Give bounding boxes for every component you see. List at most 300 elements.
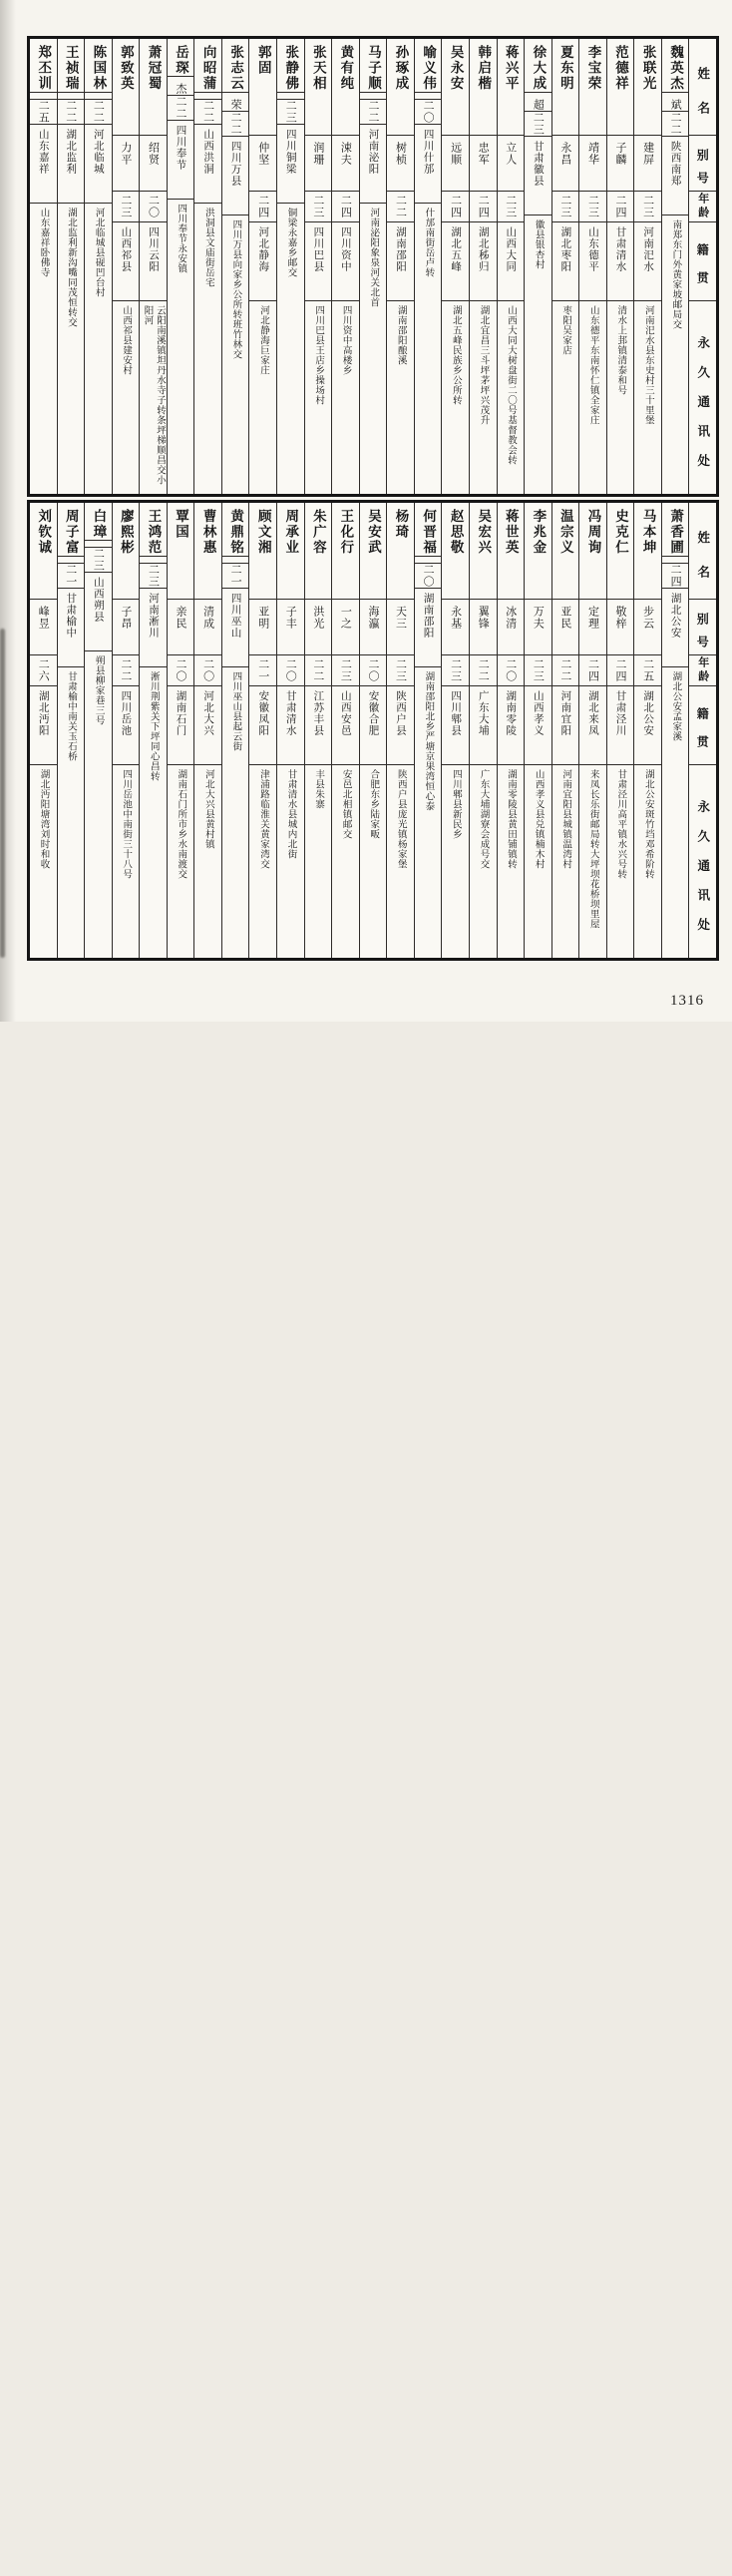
header-native-cell <box>689 222 716 301</box>
person-column <box>58 39 86 494</box>
person-address: 湖南邵阳酿溪 <box>394 301 407 490</box>
age-cell <box>579 192 606 222</box>
person-age: 二〇 <box>145 195 161 218</box>
name-cell <box>579 39 606 136</box>
person-column <box>525 39 552 494</box>
person-native: 江苏丰县 <box>311 686 324 764</box>
person-name: 范德祥 <box>610 39 630 92</box>
person-age: 二二 <box>227 112 243 136</box>
person-column <box>194 39 222 494</box>
person-native: 湖南邵阳 <box>394 222 407 300</box>
person-age: 二〇 <box>420 564 436 588</box>
header-column <box>689 39 716 494</box>
native-cell <box>470 686 497 765</box>
person-native: 湖北沔阳 <box>37 686 50 764</box>
alias-cell <box>579 600 606 655</box>
header-age-label: 年龄 <box>695 655 711 685</box>
person-address: 丰县朱寨 <box>312 765 325 954</box>
address-cell <box>85 651 112 2576</box>
header-name-label: 姓名 <box>694 39 712 149</box>
age-cell <box>113 192 140 222</box>
native-cell <box>140 589 167 667</box>
person-age: 二五 <box>35 100 51 124</box>
person-name: 李兆金 <box>528 503 548 556</box>
native-cell <box>442 222 469 301</box>
name-cell <box>387 503 414 600</box>
name-cell <box>332 503 359 600</box>
person-name: 张志云 <box>225 39 245 92</box>
person-alias: 一之 <box>337 600 353 630</box>
address-cell <box>194 765 221 958</box>
person-native: 四川奉节 <box>175 121 187 199</box>
person-column <box>579 503 607 958</box>
native-cell <box>85 573 112 651</box>
person-age: 二〇 <box>200 658 216 682</box>
alias-cell <box>552 600 579 655</box>
person-age: 二三 <box>282 100 298 124</box>
person-native: 湖北监利 <box>64 125 77 203</box>
person-name: 马本坤 <box>638 503 658 556</box>
person-name: 覃国 <box>171 503 190 540</box>
person-native: 山西祁县 <box>119 222 132 300</box>
person-native: 湖北秭归 <box>477 222 490 300</box>
person-native: 湖北公安 <box>669 589 682 666</box>
person-alias: 润珊 <box>310 136 326 166</box>
age-cell <box>442 192 469 222</box>
person-age: 二二 <box>200 100 216 124</box>
name-cell <box>85 39 112 93</box>
native-cell <box>360 125 387 204</box>
age-cell <box>168 655 194 686</box>
person-name: 马子顺 <box>363 39 383 92</box>
person-native: 陕西南郑 <box>669 137 682 215</box>
native-cell <box>58 589 85 667</box>
address-cell <box>552 301 579 494</box>
name-cell <box>498 39 525 136</box>
native-cell <box>552 686 579 765</box>
person-address: 四川岳池中南街三十八号 <box>120 765 133 954</box>
address-cell <box>525 765 551 958</box>
age-cell <box>498 655 525 686</box>
person-address: 什邡南街岳卢转 <box>422 204 435 2576</box>
person-alias: 涑夫 <box>337 136 353 166</box>
person-address: 山东嘉祥卧佛寺 <box>37 204 50 2576</box>
alias-cell <box>168 77 194 96</box>
alias-cell <box>85 93 112 100</box>
person-column <box>140 39 168 494</box>
age-cell <box>277 655 304 686</box>
address-cell <box>579 765 606 958</box>
person-address: 清水上邽镇清泰和号 <box>614 301 627 490</box>
name-cell <box>442 503 469 600</box>
person-native: 山西孝义 <box>532 686 545 764</box>
alias-cell <box>305 600 332 655</box>
person-name: 曹林惠 <box>198 503 218 556</box>
person-name: 黄鼎铭 <box>225 503 245 556</box>
alias-cell <box>30 600 57 655</box>
person-alias: 子麟 <box>612 136 628 166</box>
address-cell <box>470 301 497 494</box>
person-native: 山东德平 <box>586 222 599 300</box>
person-age: 二四 <box>255 195 271 218</box>
age-cell <box>552 192 579 222</box>
age-cell <box>470 655 497 686</box>
person-column <box>277 39 305 494</box>
age-cell <box>634 192 661 222</box>
person-alias: 亚明 <box>255 600 271 630</box>
name-cell <box>85 503 112 541</box>
native-cell <box>415 589 442 667</box>
person-name: 冯周询 <box>582 503 602 556</box>
header-age-label: 年龄 <box>695 192 711 221</box>
person-address: 河北大兴县黄村镇 <box>201 765 214 954</box>
person-native: 四川岳池 <box>119 686 132 764</box>
person-native: 四川巫山 <box>229 589 242 666</box>
person-name: 朱广容 <box>308 503 328 556</box>
person-native: 湖南邵阳 <box>422 589 435 666</box>
native-cell <box>634 222 661 301</box>
alias-cell <box>498 136 525 192</box>
name-cell <box>662 503 689 557</box>
person-native: 四川巴县 <box>311 222 324 300</box>
person-age: 二二 <box>393 195 409 218</box>
native-cell <box>30 686 57 765</box>
person-native: 湖北五峰 <box>449 222 462 300</box>
alias-cell <box>387 136 414 192</box>
person-address: 四川郫县新民乡 <box>449 765 462 954</box>
person-age: 二三 <box>310 195 326 218</box>
header-age-cell <box>689 192 716 222</box>
header-address-cell <box>689 765 716 958</box>
alias-cell <box>579 136 606 192</box>
person-native: 四川资中 <box>339 222 352 300</box>
header-native-cell <box>689 686 716 765</box>
alias-cell <box>662 557 689 564</box>
age-cell <box>387 192 414 222</box>
person-native: 广东大埔 <box>477 686 490 764</box>
age-cell <box>415 100 442 125</box>
native-cell <box>470 222 497 301</box>
person-age: 二〇 <box>173 658 188 682</box>
person-address: 来凤长乐街邮局转大坪坝花桥坝里屋 <box>586 765 599 954</box>
native-cell <box>525 686 551 765</box>
name-cell <box>249 503 276 600</box>
address-cell <box>249 765 276 958</box>
header-address-label: 永久通讯处 <box>694 765 712 970</box>
person-column <box>168 39 195 494</box>
name-cell <box>305 503 332 600</box>
person-alias: 力平 <box>118 136 134 166</box>
name-cell <box>168 503 194 600</box>
person-column <box>222 503 250 958</box>
age-cell <box>360 655 387 686</box>
person-age: 二三 <box>640 195 656 218</box>
person-column <box>277 503 305 958</box>
alias-cell <box>140 136 167 192</box>
age-cell <box>58 100 85 125</box>
person-age: 二四 <box>475 195 491 218</box>
person-alias: 峰昱 <box>35 600 51 630</box>
age-cell <box>525 655 551 686</box>
person-alias: 万夫 <box>530 600 546 630</box>
person-name: 吴安武 <box>363 503 383 556</box>
address-cell <box>498 301 525 494</box>
person-alias: 海瀛 <box>365 600 381 630</box>
alias-cell <box>470 136 497 192</box>
alias-cell <box>607 136 634 192</box>
alias-cell <box>194 600 221 655</box>
person-column <box>249 39 277 494</box>
address-cell <box>552 765 579 958</box>
age-cell <box>305 192 332 222</box>
person-native: 湖北公安 <box>641 686 654 764</box>
native-cell <box>222 137 249 215</box>
name-cell <box>415 39 442 93</box>
person-name: 王祯瑞 <box>61 39 81 92</box>
header-name-cell <box>689 503 716 600</box>
person-age: 二三 <box>503 195 519 218</box>
person-age: 二六 <box>35 658 51 682</box>
person-address: 河北临城县砚凹台村 <box>92 204 105 2576</box>
name-cell <box>525 39 551 93</box>
person-native: 山东嘉祥 <box>37 125 50 203</box>
person-address: 朔县柳家巷三号 <box>92 651 105 2576</box>
person-address: 淅川荆紫关下坪同心昌转 <box>147 667 160 2576</box>
person-column <box>194 503 222 958</box>
person-address: 山西祁县建安村 <box>120 301 133 490</box>
age-cell <box>579 655 606 686</box>
person-column <box>552 39 580 494</box>
age-cell <box>607 192 634 222</box>
native-cell <box>168 121 194 200</box>
person-column <box>30 503 58 958</box>
person-native: 湖北来凤 <box>586 686 599 764</box>
header-native-label: 籍贯 <box>694 222 711 310</box>
address-cell <box>113 765 140 958</box>
person-name: 萧香圃 <box>665 503 685 556</box>
person-age: 二〇 <box>282 658 298 682</box>
native-cell <box>30 125 57 204</box>
name-cell <box>360 39 387 93</box>
person-name: 王鸿范 <box>143 503 163 556</box>
person-name: 周承业 <box>280 503 300 556</box>
native-cell <box>415 125 442 204</box>
person-alias: 超 <box>530 93 546 111</box>
address-cell <box>360 765 387 958</box>
person-column <box>140 503 168 958</box>
person-column <box>607 39 635 494</box>
native-cell <box>579 686 606 765</box>
person-native: 河北临城 <box>92 125 105 203</box>
alias-cell <box>387 600 414 655</box>
person-column <box>415 503 443 958</box>
person-address: 徽县银杏村 <box>532 215 545 2576</box>
age-cell <box>85 548 112 573</box>
person-column <box>415 39 443 494</box>
name-cell <box>552 39 579 136</box>
person-name: 赵思敬 <box>446 503 466 556</box>
native-cell <box>332 222 359 301</box>
person-alias: 永基 <box>448 600 464 630</box>
native-cell <box>249 686 276 765</box>
person-age: 二三 <box>557 195 573 218</box>
alias-cell <box>525 600 551 655</box>
person-column <box>332 503 360 958</box>
person-native: 四川铜梁 <box>284 125 297 203</box>
person-column <box>442 39 470 494</box>
person-name: 吴永安 <box>446 39 466 92</box>
person-name: 郑丕训 <box>33 39 53 92</box>
person-age: 二四 <box>448 195 464 218</box>
name-cell <box>194 503 221 600</box>
alias-cell <box>140 557 167 564</box>
person-name: 郭致英 <box>116 39 136 92</box>
person-native: 甘肃泾川 <box>614 686 627 764</box>
name-cell <box>305 39 332 136</box>
person-age: 二三 <box>448 658 464 682</box>
person-age: 二〇 <box>365 658 381 682</box>
person-alias: 靖华 <box>584 136 600 166</box>
header-address-label: 永久通讯处 <box>694 301 712 506</box>
person-name: 杨琦 <box>391 503 411 540</box>
person-column <box>168 503 195 958</box>
person-address: 四川万县向家乡公所转班竹林交 <box>229 215 242 2576</box>
address-cell <box>579 301 606 494</box>
person-native: 湖南零陵 <box>504 686 517 764</box>
alias-cell <box>525 93 551 112</box>
address-cell <box>140 301 167 494</box>
person-age: 二二 <box>557 658 573 682</box>
person-age: 二〇 <box>503 658 519 682</box>
address-cell <box>305 301 332 494</box>
person-column <box>305 503 333 958</box>
name-cell <box>168 39 194 77</box>
alias-cell <box>470 600 497 655</box>
person-name: 蒋兴平 <box>501 39 521 92</box>
person-name: 黄有纯 <box>335 39 355 92</box>
person-column <box>607 503 635 958</box>
person-column <box>552 503 580 958</box>
age-cell <box>552 655 579 686</box>
native-cell <box>387 686 414 765</box>
name-cell <box>662 39 689 93</box>
person-alias: 树桢 <box>393 136 409 166</box>
header-alias-cell <box>689 600 716 655</box>
person-age: 二五 <box>640 658 656 682</box>
person-address: 山西孝义县兑镇楠木村 <box>532 765 545 954</box>
alias-cell <box>634 600 661 655</box>
person-name: 张静佛 <box>280 39 300 92</box>
age-cell <box>525 112 551 137</box>
name-cell <box>634 39 661 136</box>
person-address: 山东德平东南怀仁镇全家庄 <box>586 301 599 490</box>
person-address: 河南汜水县东史村三十里堡 <box>641 301 654 490</box>
alias-cell <box>305 136 332 192</box>
alias-cell <box>58 93 85 100</box>
person-age: 二一 <box>255 658 271 682</box>
age-cell <box>498 192 525 222</box>
address-cell <box>442 765 469 958</box>
person-column <box>360 39 388 494</box>
person-address: 洪洞县文庙街岳宅 <box>201 204 214 2576</box>
address-cell <box>607 765 634 958</box>
name-cell <box>113 503 140 600</box>
native-cell <box>277 686 304 765</box>
address-cell <box>58 667 85 2576</box>
header-name-label: 姓名 <box>694 503 712 613</box>
alias-cell <box>113 600 140 655</box>
native-cell <box>332 686 359 765</box>
alias-cell <box>552 136 579 192</box>
person-age: 二四 <box>584 658 600 682</box>
person-address: 河南泌阳象泉河关北首 <box>367 204 380 2576</box>
age-cell <box>470 192 497 222</box>
alias-cell <box>222 93 249 112</box>
alias-cell <box>662 93 689 112</box>
name-cell <box>442 39 469 136</box>
name-cell <box>58 503 85 557</box>
person-name: 蒋世英 <box>501 503 521 556</box>
person-address: 甘肃榆中南关玉石桥 <box>65 667 78 2576</box>
person-native: 四川万县 <box>229 137 242 215</box>
age-cell <box>442 655 469 686</box>
name-cell <box>360 503 387 600</box>
person-name: 何晋福 <box>418 503 438 556</box>
name-cell <box>140 39 167 136</box>
age-cell <box>222 112 249 137</box>
person-native: 甘肃清水 <box>614 222 627 300</box>
native-cell <box>525 137 551 215</box>
address-cell <box>140 667 167 2576</box>
person-age: 二三 <box>530 112 546 136</box>
address-cell <box>634 301 661 494</box>
person-alias: 子昂 <box>118 600 134 630</box>
age-cell <box>415 564 442 589</box>
age-cell <box>305 655 332 686</box>
name-cell <box>607 39 634 136</box>
name-cell <box>470 503 497 600</box>
person-column <box>662 503 690 958</box>
person-age: 二四 <box>612 195 628 218</box>
alias-cell <box>85 541 112 548</box>
person-column <box>113 503 141 958</box>
person-native: 山西朔县 <box>92 573 105 650</box>
person-alias: 仲坚 <box>255 136 271 166</box>
alias-cell <box>113 136 140 192</box>
alias-cell <box>222 557 249 564</box>
person-age: 二一 <box>227 564 243 588</box>
person-name: 向昭蒲 <box>198 39 218 92</box>
person-column <box>634 39 662 494</box>
person-alias: 天三 <box>393 600 409 630</box>
native-cell <box>249 222 276 301</box>
person-name: 王化行 <box>335 503 355 556</box>
age-cell <box>113 655 140 686</box>
alias-cell <box>277 93 304 100</box>
person-native: 河南宜阳 <box>558 686 571 764</box>
alias-cell <box>634 136 661 192</box>
person-column <box>332 39 360 494</box>
person-age: 二二 <box>475 658 491 682</box>
person-native: 安徽凤阳 <box>256 686 269 764</box>
person-name: 魏英杰 <box>665 39 685 92</box>
directory-table-top <box>27 36 719 497</box>
address-cell <box>30 765 57 958</box>
person-column <box>222 39 250 494</box>
name-cell <box>277 39 304 93</box>
person-column <box>634 503 662 958</box>
person-native: 河北大兴 <box>201 686 214 764</box>
